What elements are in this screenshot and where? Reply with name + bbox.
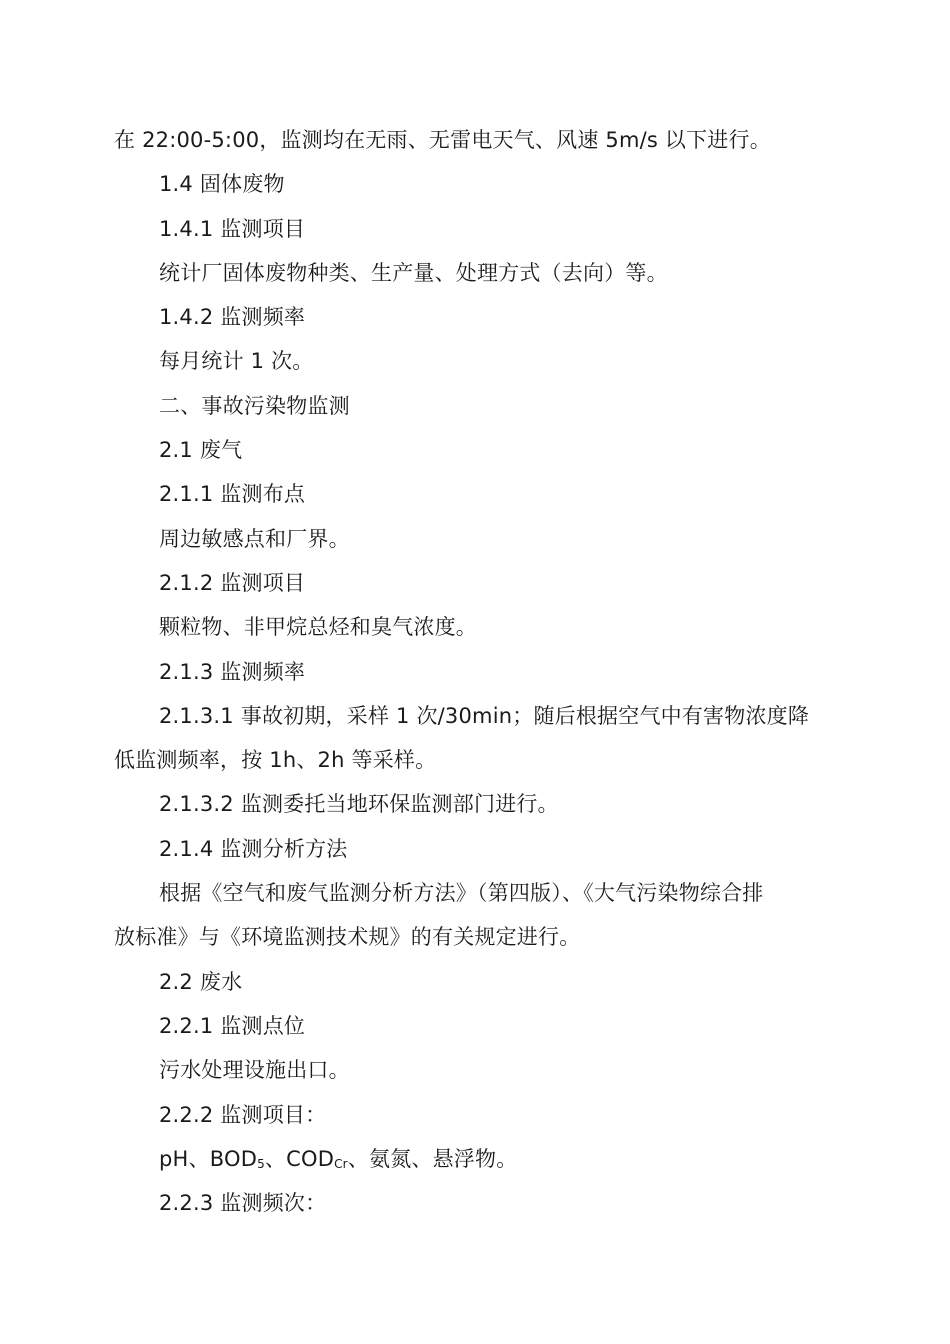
paragraph-2-1-3-1-line2: 低监测频率，按 1h、2h 等采样。 (114, 748, 437, 773)
heading-2-2-3: 2.2.3 监测频次： (159, 1191, 327, 1216)
document-body (114, 118, 838, 1225)
paragraph-2-2-2 (114, 1137, 838, 1181)
cod-text: 、COD (264, 1146, 335, 1171)
paragraph-2-1-3-1-line1: 2.1.3.1 事故初期，采样 1 次/30min；随后根据空气中有害物浓度降 (159, 703, 810, 728)
paragraph-1-4-2: 每月统计 1 次。 (159, 349, 314, 374)
paragraph-2-1-1: 周边敏感点和厂界。 (159, 526, 350, 551)
heading-2-2: 2.2 废水 (159, 969, 243, 994)
heading-2-2-1: 2.2.1 监测点位 (159, 1013, 306, 1038)
cod-subscript: Cr (334, 1156, 348, 1171)
heading-1-4-1: 1.4.1 监测项目 (159, 216, 306, 241)
paragraph-2-1-2: 颗粒物、非甲烷总烃和臭气浓度。 (159, 615, 477, 640)
heading-2-2-2: 2.2.2 监测项目： (159, 1102, 327, 1127)
paragraph-2-2-1: 污水处理设施出口。 (159, 1058, 350, 1083)
pollutant-rest-text: 、氨氮、悬浮物。 (347, 1146, 518, 1171)
heading-2-1-4: 2.1.4 监测分析方法 (159, 836, 348, 861)
paragraph-2-1-4-line2: 放标准》与《环境监测技术规》的有关规定进行。 (114, 925, 581, 950)
bod-subscript: 5 (257, 1156, 265, 1171)
heading-2-1-3: 2.1.3 监测频率 (159, 659, 306, 684)
heading-1-4: 1.4 固体废物 (159, 172, 285, 197)
heading-2: 二、事故污染物监测 (159, 393, 350, 418)
paragraph-2-1-3-2: 2.1.3.2 监测委托当地环保监测部门进行。 (159, 792, 559, 817)
paragraph-continuation: 在 22:00-5:00，监测均在无雨、无雷电天气、风速 5m/s 以下进行。 (114, 128, 771, 152)
ph-bod-text: pH、BOD (159, 1146, 258, 1171)
paragraph-2-1-4-line1: 根据《空气和废气监测分析方法》（第四版）、《大气污染物综合排 (159, 881, 764, 906)
heading-2-1: 2.1 废气 (159, 438, 243, 463)
heading-2-1-2: 2.1.2 监测项目 (159, 570, 306, 595)
paragraph-1-4-1: 统计厂固体废物种类、生产量、处理方式（去向）等。 (159, 260, 668, 285)
heading-1-4-2: 1.4.2 监测频率 (159, 305, 306, 330)
heading-2-1-1: 2.1.1 监测布点 (159, 482, 306, 507)
